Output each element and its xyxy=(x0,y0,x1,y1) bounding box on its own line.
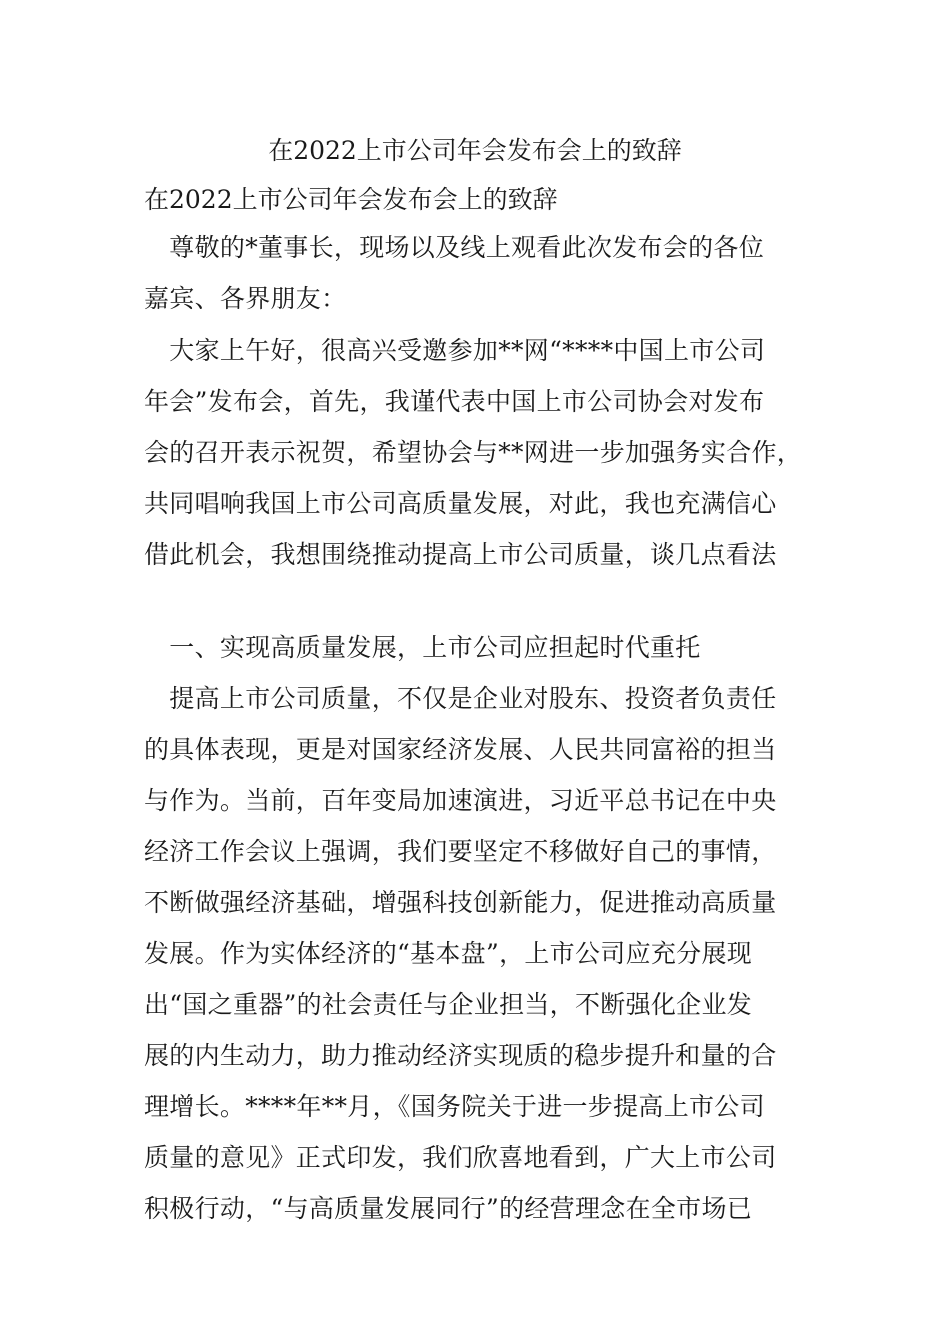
paragraph-line: 会的召开表示祝贺，希望协会与**网进一步加强务实合作， xyxy=(144,438,803,467)
section-heading-text: 一、实现高质量发展，上市公司应担起时代重托 xyxy=(144,633,701,662)
intro-paragraph xyxy=(144,325,824,580)
paragraph-line: 质量的意见》正式印发，我们欣喜地看到，广大上市公司 xyxy=(144,1143,777,1172)
paragraph-line: 不断做强经济基础，增强科技创新能力，促进推动高质量 xyxy=(144,888,777,917)
paragraph-line: 的具体表现，更是对国家经济发展、人民共同富裕的担当 xyxy=(144,735,777,764)
document-title: 在2022上市公司年会发布会上的致辞 xyxy=(268,136,682,165)
paragraph-line: 经济工作会议上强调，我们要坚定不移做好自己的事情， xyxy=(144,837,777,866)
paragraph-line: 积极行动，“与高质量发展同行”的经营理念在全市场已 xyxy=(144,1194,753,1223)
paragraph-line: 提高上市公司质量，不仅是企业对股东、投资者负责任 xyxy=(144,684,777,713)
paragraph-line: 理增长。****年**月，《国务院关于进一步提高上市公司 xyxy=(144,1092,765,1121)
paragraph-line: 与作为。当前，百年变局加速演进，习近平总书记在中央 xyxy=(144,786,777,815)
paragraph-line: 年会”发布会，首先，我谨代表中国上市公司协会对发布 xyxy=(144,387,765,416)
paragraph-line: 大家上午好，很高兴受邀参加**网“****中国上市公司 xyxy=(144,336,766,365)
paragraph-line: 借此机会，我想围绕推动提高上市公司质量，谈几点看法 xyxy=(144,540,777,569)
greeting-paragraph xyxy=(144,222,824,324)
paragraph-line: 尊敬的*董事长，现场以及线上观看此次发布会的各位 xyxy=(144,233,765,262)
paragraph-line: 展的内生动力，助力推动经济实现质的稳步提升和量的合 xyxy=(144,1041,777,1070)
document-subtitle: 在2022上市公司年会发布会上的致辞 xyxy=(144,185,558,214)
paragraph-line: 共同唱响我国上市公司高质量发展，对此，我也充满信心 xyxy=(144,489,777,518)
section-1-heading xyxy=(144,622,824,673)
paragraph-line: 出“国之重器”的社会责任与企业担当，不断强化企业发 xyxy=(144,990,753,1019)
section-1-paragraph xyxy=(144,673,824,1234)
paragraph-line: 发展。作为实体经济的“基本盘”，上市公司应充分展现 xyxy=(144,939,753,968)
paragraph-line: 嘉宾、各界朋友： xyxy=(144,284,347,313)
